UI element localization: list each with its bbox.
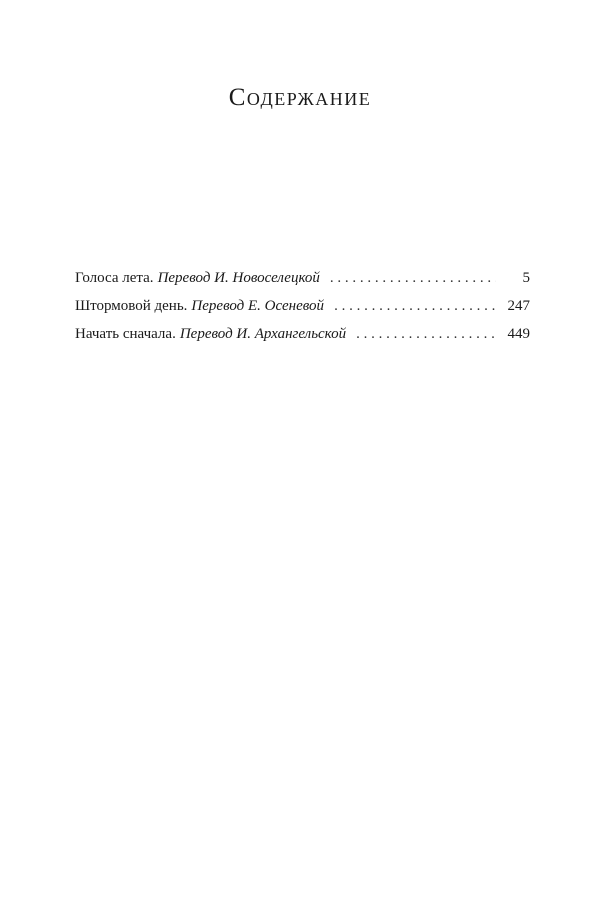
- toc-entry: [75, 320, 530, 348]
- entry-title: Голоса лета.: [75, 270, 154, 286]
- entry-page-number: 449: [507, 326, 530, 342]
- entry-page-number: 5: [522, 270, 530, 286]
- dot-leader: [334, 292, 496, 320]
- entry-translator: Перевод И. Архангельской: [179, 326, 347, 342]
- entry-title: Начать сначала.: [75, 326, 176, 342]
- table-of-contents: [75, 264, 530, 348]
- page-title: Содержание: [228, 84, 372, 111]
- entry-title: Штормовой день.: [75, 298, 188, 314]
- entry-translator: Перевод И. Новоселецкой: [157, 270, 320, 286]
- entry-translator: Перевод Е. Осеневой: [191, 298, 325, 314]
- entry-page-number: 247: [507, 298, 530, 314]
- toc-entry: [75, 292, 530, 320]
- dot-leader: [356, 320, 496, 348]
- dot-leader: [330, 264, 496, 292]
- toc-entry: [75, 264, 530, 292]
